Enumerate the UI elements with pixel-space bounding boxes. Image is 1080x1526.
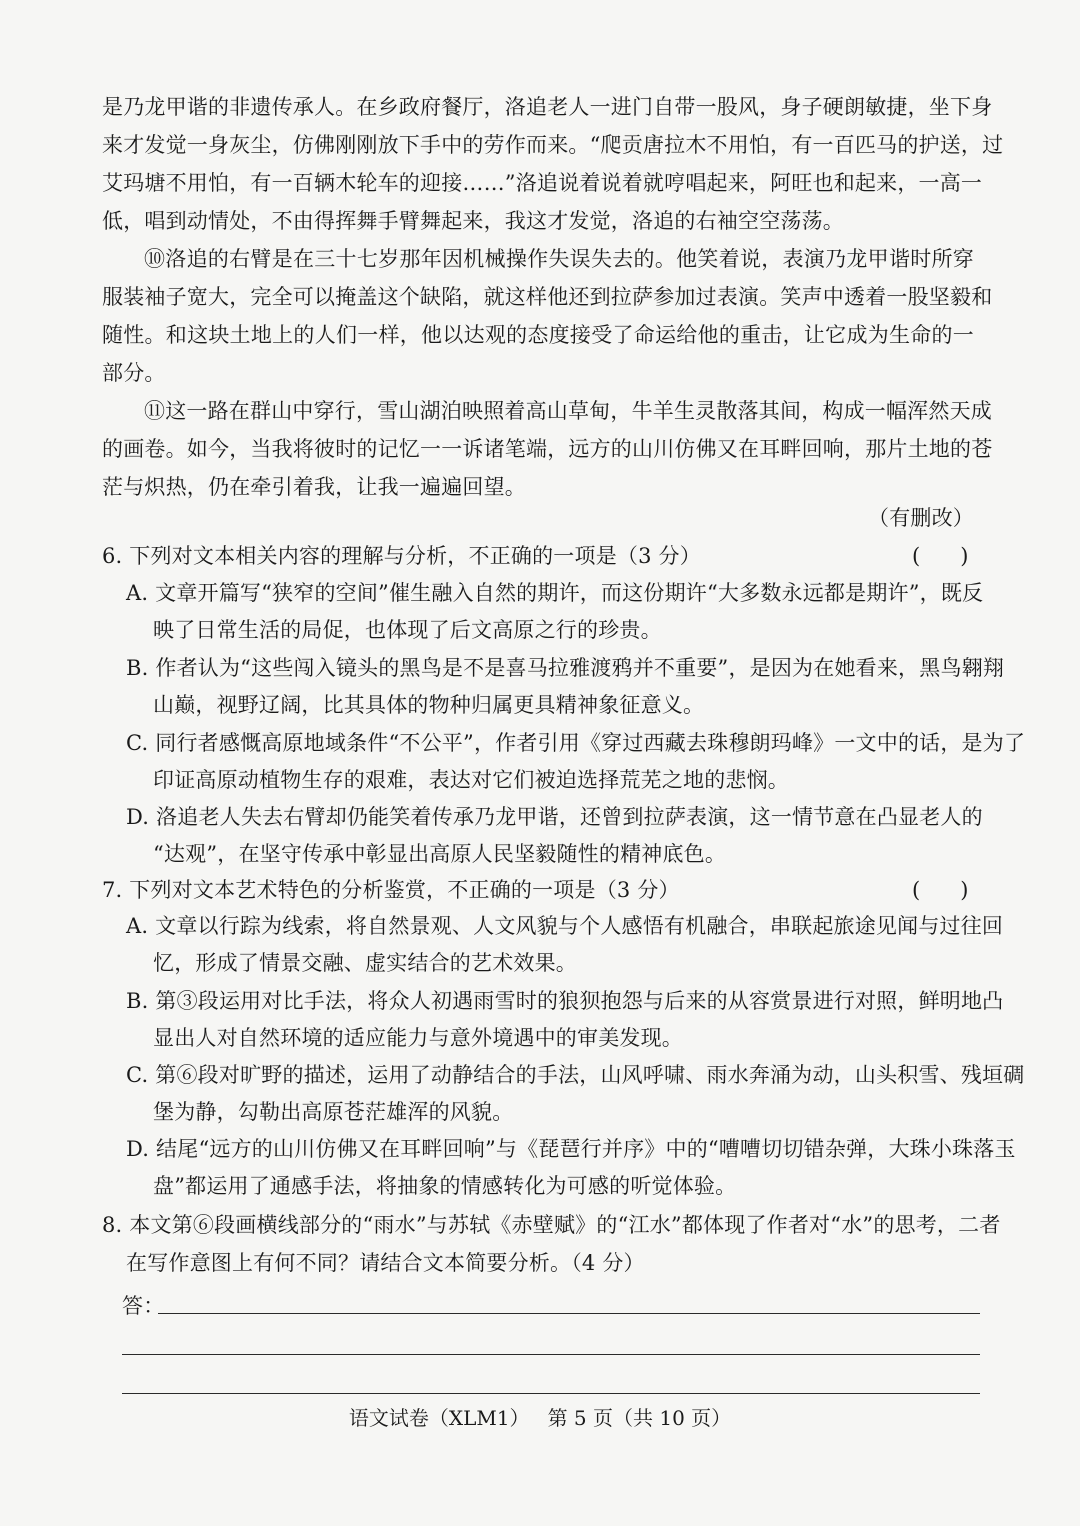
passage-line: ⑪这一路在群山中穿行，雪山湖泊映照着高山草甸，牛羊生灵散落其间，构成一幅浑然天成 [144, 399, 992, 423]
option-7b-cont: 显出人对自然环境的适应能力与意外境遇中的审美发现。 [153, 1026, 683, 1050]
option-6a: A. 文章开篇写“狭窄的空间”催生融入自然的期许，而这份期许“大多数永远都是期许”，既反 [126, 581, 984, 605]
answer-line-1[interactable] [158, 1313, 980, 1314]
option-6d: D. 洛追老人失去右臂却仍能笑着传承乃龙甲谐，还曾到拉萨表演，这一情节意在凸显老人的 [126, 805, 983, 829]
option-7b: B. 第③段运用对比手法，将众人初遇雨雪时的狼狈抱怨与后来的从容赏景进行对照，鲜明地凸 [126, 989, 1004, 1013]
answer-line-3[interactable] [122, 1393, 980, 1394]
passage-line: 低，唱到动情处，不由得挥舞手臂舞起来，我这才发觉，洛追的右袖空空荡荡。 [102, 209, 844, 233]
option-6c-cont: 印证高原动植物生存的艰难，表达对它们被迫选择荒芜之地的悲悯。 [153, 768, 789, 792]
answer-bracket: ( ) [912, 878, 969, 902]
passage-line: 服装袖子宽大，完全可以掩盖这个缺陷，就这样他还到拉萨参加过表演。笑声中透着一股坚毅和 [102, 285, 993, 309]
passage-line: 艾玛塘不用怕，有一百辆木轮车的迎接……”洛追说着说着就哼唱起来，阿旺也和起来，一高一 [102, 171, 983, 195]
passage-line: 的画卷。如今，当我将彼时的记忆一一诉诸笔端，远方的山川仿佛又在耳畔回响，那片土地的苍 [102, 437, 993, 461]
option-6b-cont: 山巅，视野辽阔，比其具体的物种归属更具精神象征意义。 [153, 693, 705, 717]
option-7d-cont: 盘”都运用了通感手法，将抽象的情感转化为可感的听觉体验。 [153, 1174, 737, 1198]
passage-line: 来才发觉一身灰尘，仿佛刚刚放下手中的劳作而来。“爬贡唐拉木不用怕，有一百匹马的护送，过 [102, 133, 1004, 157]
passage-line: 是乃龙甲谐的非遗传承人。在乡政府餐厅，洛追老人一进门自带一股风，身子硬朗敏捷，坐下身 [102, 95, 993, 119]
option-6a-cont: 映了日常生活的局促，也体现了后文高原之行的珍贵。 [153, 618, 662, 642]
option-6c: C. 同行者感慨高原地域条件“不公平”，作者引用《穿过西藏去珠穆朗玛峰》一文中的话，是为了 [126, 731, 1026, 755]
question-8-stem: 8. 本文第⑥段画横线部分的“雨水”与苏轼《赤壁赋》的“江水”都体现了作者对“水”的思考，二者 [102, 1213, 1001, 1237]
passage-line: 茫与炽热，仍在牵引着我，让我一遍遍回望。 [102, 475, 526, 499]
option-7c: C. 第⑥段对旷野的描述，运用了动静结合的手法，山风呼啸、雨水奔涌为动，山头积雪、残垣碉 [126, 1063, 1025, 1087]
footer-page-number: 第 5 页（共 10 页） [547, 1406, 732, 1430]
answer-bracket: ( ) [912, 544, 969, 568]
question-8-stem-cont: 在写作意图上有何不同？请结合文本简要分析。（4 分） [126, 1251, 645, 1275]
passage-line: ⑩洛追的右臂是在三十七岁那年因机械操作失误失去的。他笑着说，表演乃龙甲谐时所穿 [144, 247, 974, 271]
footer-subject: 语文试卷（XLM1） [348, 1406, 530, 1430]
option-7a-cont: 忆，形成了情景交融、虚实结合的艺术效果。 [153, 951, 577, 975]
option-7d: D. 结尾“远方的山川仿佛又在耳畔回响”与《琵琶行并序》中的“嘈嘈切切错杂弹，大珠小珠落玉 [126, 1137, 1016, 1161]
source-note: （有删改） [868, 506, 974, 530]
answer-label: 答： [122, 1294, 165, 1318]
passage-line: 部分。 [102, 361, 166, 385]
answer-line-2[interactable] [122, 1354, 980, 1355]
question-6-stem: 6. 下列对文本相关内容的理解与分析，不正确的一项是（3 分） [102, 544, 701, 568]
passage-line: 随性。和这块土地上的人们一样，他以达观的态度接受了命运给他的重击，让它成为生命的一 [102, 323, 974, 347]
page-footer [0, 1405, 1080, 1431]
option-6d-cont: “达观”，在坚守传承中彰显出高原人民坚毅随性的精神底色。 [153, 842, 727, 866]
option-7c-cont: 堡为静，勾勒出高原苍茫雄浑的风貌。 [153, 1100, 514, 1124]
option-6b: B. 作者认为“这些闯入镜头的黑鸟是不是喜马拉雅渡鸦并不重要”，是因为在她看来，黑鸟翱翔 [126, 656, 1005, 680]
question-7-stem: 7. 下列对文本艺术特色的分析鉴赏，不正确的一项是（3 分） [102, 878, 680, 902]
option-7a: A. 文章以行踪为线索，将自然景观、人文风貌与个人感悟有机融合，串联起旅途见闻与过往回 [126, 914, 1004, 938]
